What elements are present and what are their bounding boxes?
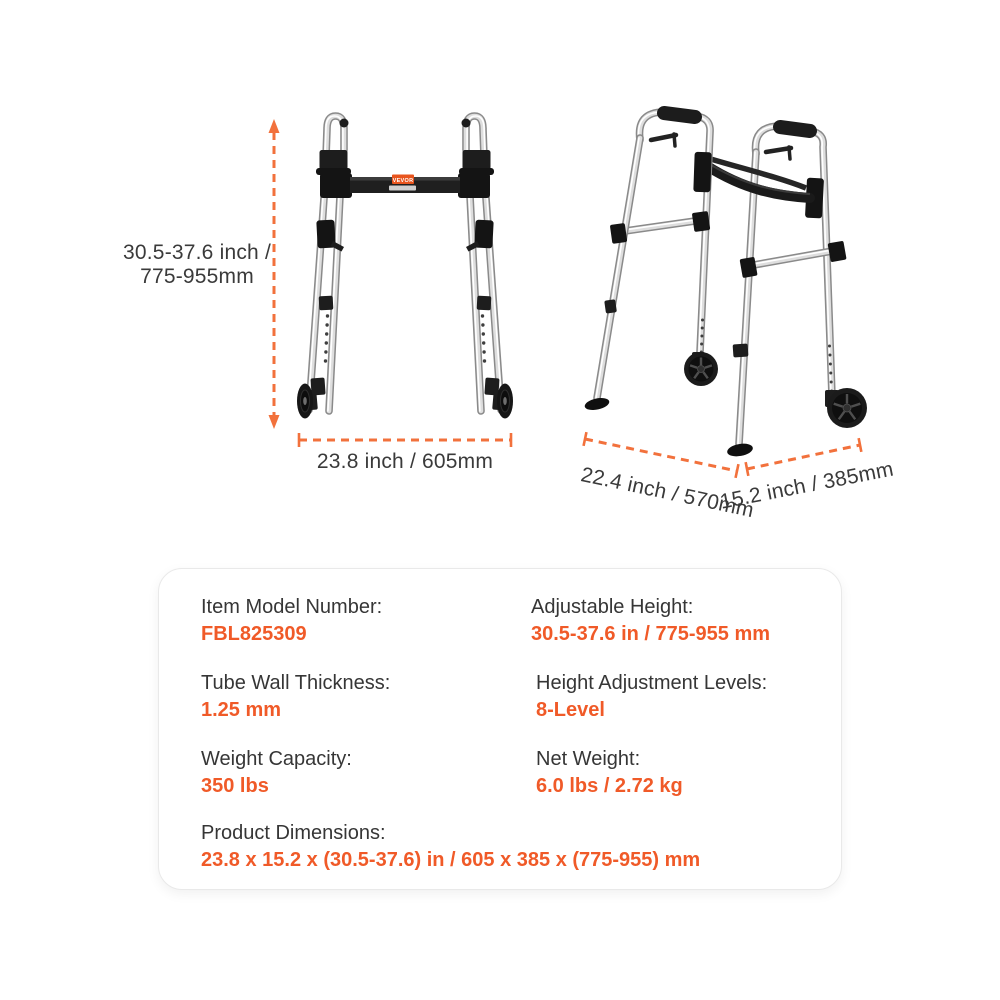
front-view-walker bbox=[297, 116, 513, 419]
right-wheel bbox=[825, 388, 867, 428]
spec-label: Net Weight: bbox=[536, 748, 641, 770]
spec-item-model bbox=[201, 594, 382, 648]
width-dimension bbox=[299, 433, 511, 473]
spec-label: Item Model Number: bbox=[201, 596, 383, 618]
perspective-view-walker bbox=[584, 112, 867, 458]
info-sticker bbox=[389, 186, 416, 191]
spec-weight-capacity bbox=[201, 746, 352, 800]
spec-value: 1.25 mm bbox=[201, 699, 282, 721]
brand-label: VEVOR bbox=[392, 177, 414, 184]
left-brace-clamp-b bbox=[692, 211, 710, 232]
tube-cap-right bbox=[462, 119, 471, 128]
height-label-line1: 30.5-37.6 inch / bbox=[123, 241, 271, 264]
tube-cap-left bbox=[340, 119, 349, 128]
right-leg-clamp bbox=[733, 343, 749, 357]
spec-value: 350 lbs bbox=[201, 775, 269, 797]
left-trigger-link bbox=[674, 134, 675, 146]
right-brace-clamp-b bbox=[828, 241, 847, 262]
spec-tube-wall-thickness bbox=[201, 670, 390, 724]
spec-value: 30.5-37.6 in / 775-955 mm bbox=[531, 623, 771, 645]
width-label: 23.8 inch / 605mm bbox=[316, 450, 494, 473]
right-hand-grip bbox=[780, 127, 810, 131]
left-wheel bbox=[684, 352, 718, 386]
left-foot-tip bbox=[584, 396, 611, 412]
spec-card bbox=[158, 568, 842, 890]
spec-value: 6.0 lbs / 2.72 kg bbox=[536, 775, 683, 797]
right-trigger-lever bbox=[766, 148, 791, 152]
left-brace-clamp-a bbox=[610, 223, 627, 244]
spec-value: 8-Level bbox=[536, 699, 605, 721]
spec-label: Product Dimensions: bbox=[201, 822, 386, 844]
arrow-down-icon bbox=[269, 415, 280, 429]
front-crossbar bbox=[320, 173, 490, 198]
spec-label: Tube Wall Thickness: bbox=[201, 672, 391, 694]
spec-adjustable-height bbox=[531, 594, 770, 648]
spec-label: Height Adjustment Levels: bbox=[536, 672, 768, 694]
spec-product-dimensions bbox=[201, 820, 700, 874]
left-fold-joint bbox=[693, 152, 711, 193]
right-trigger-link bbox=[789, 147, 790, 159]
front-clamps bbox=[310, 220, 499, 396]
height-dimension bbox=[123, 119, 279, 429]
arrow-up-icon bbox=[269, 119, 280, 133]
spec-value: FBL825309 bbox=[201, 623, 307, 645]
spec-value: 23.8 x 15.2 x (30.5-37.6) in / 605 x 385 x (775-955) mm bbox=[201, 849, 701, 871]
adjustment-holes-front bbox=[324, 314, 486, 362]
spec-net-weight bbox=[536, 746, 683, 800]
handle-collars bbox=[316, 150, 494, 175]
height-label-line2: 775-955mm bbox=[140, 265, 254, 288]
spec-label: Weight Capacity: bbox=[201, 748, 352, 770]
right-foot-tip bbox=[726, 442, 754, 458]
spec-label: Adjustable Height: bbox=[531, 596, 694, 618]
left-trigger-lever bbox=[651, 135, 676, 140]
spec-height-adjustment-levels bbox=[536, 670, 767, 724]
left-leg-clamp bbox=[604, 299, 617, 313]
side-width-label: 15.2 inch / 385mm bbox=[718, 457, 896, 514]
right-brace-clamp-a bbox=[740, 257, 758, 278]
depth-label: 22.4 inch / 570mm bbox=[578, 463, 756, 523]
left-hand-grip bbox=[664, 113, 695, 117]
